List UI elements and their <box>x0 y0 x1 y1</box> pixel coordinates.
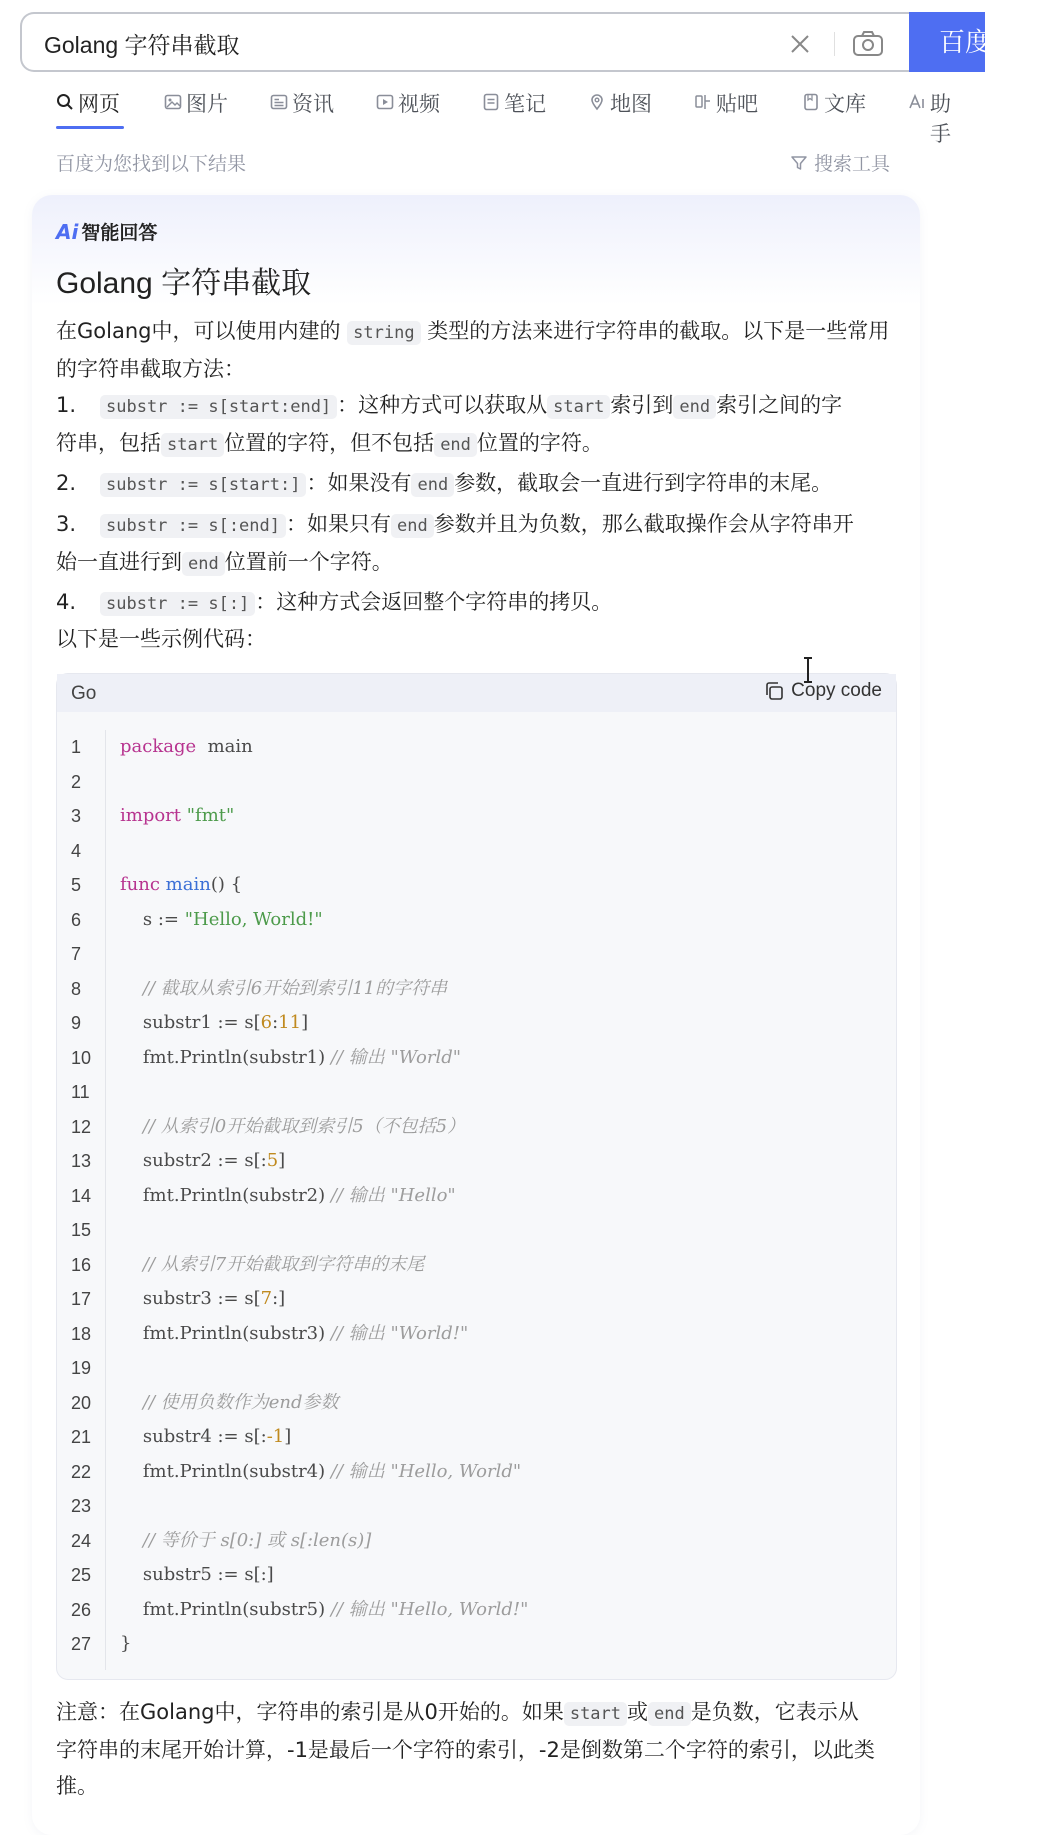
answer-title: Golang 字符串截取 <box>56 267 312 300</box>
code-text <box>120 1455 521 1490</box>
code-token: // 输出 "Hello" <box>330 1184 456 1206</box>
text: 索引到 <box>610 393 674 417</box>
code-text <box>120 972 447 1007</box>
line-number: 7 <box>71 944 82 964</box>
line-number: 27 <box>71 1634 92 1654</box>
line-number: 5 <box>71 875 82 895</box>
copy-code-label: Copy code <box>791 680 882 701</box>
code-line <box>57 1248 896 1283</box>
code-text <box>120 1627 131 1662</box>
code-line <box>57 765 896 800</box>
inline-code: start <box>564 1702 627 1726</box>
line-number: 4 <box>71 840 82 861</box>
code-line <box>57 730 896 765</box>
line-number: 12 <box>71 1116 92 1137</box>
line-number: 8 <box>71 978 82 999</box>
code-token: fmt.Println(substr4) <box>120 1460 331 1482</box>
code-line <box>57 1075 896 1110</box>
code-token: s := <box>120 908 185 930</box>
code-line <box>57 1144 896 1179</box>
code-token: main <box>159 874 211 895</box>
text: 位置前一个字符。 <box>224 550 393 574</box>
line-number: 16 <box>71 1254 92 1275</box>
code-line <box>57 1041 896 1076</box>
line-number: 11 <box>71 1082 90 1102</box>
code-token: // 截取从索引6开始到索引11的字符串 <box>120 977 448 999</box>
code-line <box>57 1179 896 1214</box>
line-number: 26 <box>71 1599 92 1620</box>
code-token: 6 <box>260 1012 273 1033</box>
code-token: 11 <box>278 1012 302 1033</box>
line-number: 9 <box>71 1013 82 1033</box>
code-text <box>120 1386 339 1421</box>
list-number: 3. <box>56 512 77 536</box>
code-text <box>120 903 323 938</box>
tab-images[interactable] <box>164 88 228 128</box>
list-item <box>56 465 896 503</box>
code-token: // 输出 "Hello, World!" <box>330 1598 529 1620</box>
line-number: 21 <box>71 1427 92 1447</box>
close-icon[interactable] <box>786 30 814 58</box>
code-token: 5 <box>266 1150 279 1171</box>
code-line <box>57 1627 896 1662</box>
list-item <box>56 506 896 582</box>
tab-map[interactable] <box>588 88 652 128</box>
code-token: import <box>120 805 182 826</box>
tab-label: 图片 <box>186 92 228 116</box>
code-token: func <box>120 874 160 895</box>
code-text <box>120 1248 424 1283</box>
code-line <box>57 1282 896 1317</box>
code-text <box>120 1524 371 1559</box>
list-number: 1. <box>56 393 77 417</box>
line-number: 15 <box>71 1220 92 1240</box>
code-line <box>57 1524 896 1559</box>
filter-icon <box>790 154 808 172</box>
line-number: 18 <box>71 1323 92 1344</box>
list-item <box>56 387 896 463</box>
tab-label: 笔记 <box>504 92 546 116</box>
inline-code: end <box>673 395 716 419</box>
text: 是负数，它表示从 <box>690 1700 859 1724</box>
inline-code: end <box>182 552 225 576</box>
code-text <box>120 1144 285 1179</box>
text: 位置的字符。 <box>476 431 603 455</box>
search-input[interactable] <box>44 28 744 58</box>
camera-icon[interactable] <box>850 28 886 60</box>
text: 符串，包括 <box>56 431 161 455</box>
code-line <box>57 903 896 938</box>
code-token: () { <box>210 874 243 895</box>
code-line <box>57 937 896 972</box>
code-token: substr3 := s[ <box>120 1288 261 1309</box>
code-line <box>57 1351 896 1386</box>
code-line <box>57 1006 896 1041</box>
line-number: 25 <box>71 1565 92 1585</box>
code-text <box>120 1006 308 1041</box>
video-icon <box>376 93 394 111</box>
ai-badge <box>56 218 157 245</box>
tab-wenku[interactable] <box>802 88 866 128</box>
line-number: 2 <box>71 771 82 792</box>
line-number: 14 <box>71 1185 92 1206</box>
code-token: substr4 := s[: <box>120 1426 267 1447</box>
news-icon <box>270 93 288 111</box>
code-token: -1 <box>266 1426 285 1447</box>
code-text <box>120 799 234 834</box>
text: 索引之间的字 <box>716 393 843 417</box>
code-text <box>120 1558 274 1593</box>
code-line <box>57 799 896 834</box>
code-text <box>120 868 242 903</box>
code-text <box>120 1041 461 1076</box>
line-number: 24 <box>71 1530 92 1551</box>
code-text <box>120 1593 528 1628</box>
text: ：这种方式可以获取从 <box>337 393 548 417</box>
code-token: // 从索引7开始截取到字符串的末尾 <box>120 1253 425 1275</box>
code-token: ] <box>301 1012 309 1033</box>
code-token: // 输出 "World!" <box>330 1322 469 1344</box>
code-token: // 输出 "Hello, World" <box>330 1460 522 1482</box>
text: ：如果只有 <box>286 512 391 536</box>
ai-logo-icon: Ai <box>56 219 79 244</box>
text: 或 <box>627 1700 649 1724</box>
inline-code: string <box>347 321 420 345</box>
line-number: 3 <box>71 806 82 826</box>
code-token: main <box>196 736 253 757</box>
code-line <box>57 834 896 869</box>
inline-code: substr := s[:] <box>100 592 255 616</box>
code-line <box>57 868 896 903</box>
line-number: 22 <box>71 1461 92 1482</box>
code-text <box>120 730 253 765</box>
code-token: // 从索引0开始截取到索引5（不包括5） <box>120 1115 466 1137</box>
code-token: fmt.Println(substr1) <box>120 1046 331 1068</box>
tab-label: 文库 <box>824 92 866 116</box>
text: 类型的方法来进行字符串的截取。以下是一些常用 <box>427 319 890 343</box>
inline-code: end <box>434 433 477 457</box>
search-bar <box>20 12 1043 72</box>
code-text <box>120 1420 291 1455</box>
tab-web[interactable] <box>56 88 120 128</box>
example-intro: 以下是一些示例代码： <box>56 627 266 651</box>
line-number: 19 <box>71 1358 92 1378</box>
tab-label: 网页 <box>78 92 120 116</box>
copy-code-button[interactable] <box>763 680 882 702</box>
search-box <box>20 12 910 72</box>
code-token: // 输出 "World" <box>330 1046 462 1068</box>
code-token: : <box>272 1012 279 1033</box>
line-number: 20 <box>71 1392 92 1413</box>
inline-code: substr := s[start:end] <box>100 395 337 419</box>
text: 参数，截取会一直进行到字符串的末尾。 <box>454 471 833 495</box>
divider <box>834 32 835 56</box>
text: 位置的字符，但不包括 <box>224 431 435 455</box>
code-token: ] <box>278 1150 286 1171</box>
search-icon <box>56 93 74 111</box>
code-line <box>57 1110 896 1145</box>
code-block <box>56 673 897 1680</box>
tab-label: 地图 <box>610 92 652 116</box>
inline-code: end <box>411 473 454 497</box>
text: 推。 <box>56 1774 98 1798</box>
code-token: :] <box>272 1288 286 1309</box>
text-cursor-icon <box>802 656 814 684</box>
code-token: fmt.Println(substr5) <box>120 1598 331 1620</box>
code-token: package <box>120 736 197 757</box>
result-count-note: 百度为您找到以下结果 <box>56 153 247 175</box>
line-number: 17 <box>71 1289 92 1309</box>
text: 参数并且为负数，那么截取操作会从字符串开 <box>433 512 854 536</box>
code-token: } <box>120 1633 132 1654</box>
tieba-icon <box>694 93 712 111</box>
code-token: fmt.Println(substr2) <box>120 1184 331 1206</box>
code-token: substr1 := s[ <box>120 1012 261 1033</box>
code-text <box>120 1317 468 1352</box>
inline-code: substr := s[start:] <box>100 473 306 497</box>
line-number: 1 <box>71 737 82 757</box>
tab-notes[interactable] <box>482 88 546 128</box>
text: 始一直进行到 <box>56 550 182 574</box>
code-line <box>57 1455 896 1490</box>
ai-icon <box>908 93 926 111</box>
map-icon <box>588 93 606 111</box>
list-item <box>56 584 896 622</box>
code-line <box>57 1420 896 1455</box>
code-line <box>57 1317 896 1352</box>
code-text <box>120 1282 285 1317</box>
text: 的字符串截取方法： <box>56 357 245 381</box>
code-token: // 等价于 s[0:] 或 s[:len(s)] <box>120 1529 372 1551</box>
code-lines <box>57 730 896 1662</box>
code-header <box>57 674 896 712</box>
inline-code: end <box>648 1702 691 1726</box>
list-number: 2. <box>56 471 77 495</box>
inline-code: start <box>161 433 224 457</box>
code-line <box>57 1213 896 1248</box>
code-line <box>57 1386 896 1421</box>
intro-paragraph <box>56 313 896 387</box>
code-line <box>57 1593 896 1628</box>
list-number: 4. <box>56 590 77 614</box>
code-token: substr2 := s[: <box>120 1150 267 1171</box>
line-number: 23 <box>71 1496 92 1516</box>
code-token: ] <box>284 1426 292 1447</box>
text: ：如果没有 <box>306 471 412 495</box>
note-paragraph <box>56 1694 896 1804</box>
code-text <box>120 1110 465 1145</box>
code-token: "Hello, World!" <box>184 908 323 930</box>
code-token: "fmt" <box>181 805 235 826</box>
line-number: 10 <box>71 1047 92 1068</box>
text: ：这种方式会返回整个字符串的拷贝。 <box>255 590 613 614</box>
inline-code: start <box>547 395 610 419</box>
text: 注意：在Golang中，字符串的索引是从0开始的。如果 <box>56 1700 564 1724</box>
inline-code: substr := s[:end] <box>100 514 286 538</box>
search-tools-button[interactable] <box>790 149 890 176</box>
code-line <box>57 1489 896 1524</box>
inline-code: end <box>391 514 434 538</box>
code-token: fmt.Println(substr3) <box>120 1322 331 1344</box>
tab-tieba[interactable] <box>694 88 758 128</box>
text: 在Golang中，可以使用内建的 <box>56 319 341 343</box>
search-button[interactable]: 百度一下 <box>909 12 985 72</box>
line-number: 13 <box>71 1151 92 1171</box>
tab-label: 资讯 <box>292 92 334 116</box>
text: 字符串的末尾开始计算，-1是最后一个字符的索引，-2是倒数第二个字符的索引，以此类 <box>56 1738 875 1762</box>
document-icon <box>802 93 820 111</box>
code-token: 7 <box>260 1288 273 1309</box>
code-token: // 使用负数作为end参数 <box>120 1391 339 1413</box>
note-icon <box>482 93 500 111</box>
copy-icon <box>763 680 785 702</box>
code-line <box>57 1558 896 1593</box>
line-number: 6 <box>71 909 82 930</box>
code-language: Go <box>71 683 97 704</box>
search-tools-label: 搜索工具 <box>814 153 891 175</box>
tab-label: 贴吧 <box>716 92 758 116</box>
tab-news[interactable] <box>270 88 334 128</box>
ai-badge-label: 智能回答 <box>81 222 158 244</box>
active-tab-indicator <box>56 126 124 129</box>
tab-label: 视频 <box>398 92 440 116</box>
tab-label: 助手 <box>930 92 951 146</box>
tab-assistant[interactable] <box>908 88 965 146</box>
code-token: substr5 := s[:] <box>120 1564 274 1585</box>
tab-video[interactable] <box>376 88 440 128</box>
code-text <box>120 1179 456 1214</box>
image-icon <box>164 93 182 111</box>
code-line <box>57 972 896 1007</box>
